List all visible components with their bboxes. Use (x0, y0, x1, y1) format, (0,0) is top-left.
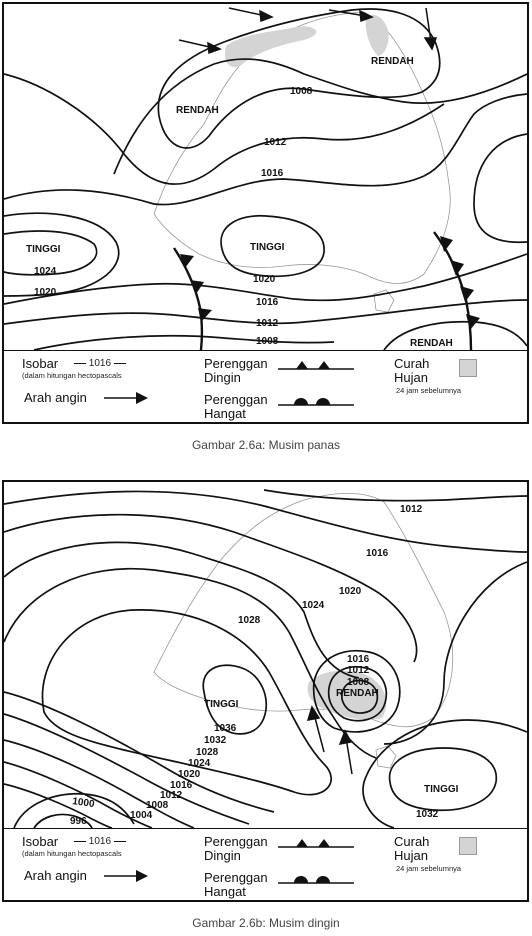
isobar-1012 (264, 490, 527, 501)
pressure-label-high: TINGGI (424, 784, 459, 795)
warm-front-legend-label: Perenggan Hangat (204, 392, 268, 421)
isobar-value: 1020 (178, 769, 201, 780)
rain-legend-note: 24 jam sebelumnya (396, 864, 462, 873)
isobar-sample-value: 1016 (88, 836, 112, 847)
isobar-value: 1016 (347, 654, 370, 665)
low-east-ring (474, 134, 527, 242)
isobar-value: 1012 (347, 665, 370, 676)
pressure-label-low: RENDAH (336, 688, 379, 699)
rain-legend-label: Curah Hujan (394, 356, 430, 385)
winter-map-panel (2, 480, 529, 902)
rainfall-area (225, 26, 316, 67)
isobar-sample-value: 1016 (88, 358, 112, 369)
pressure-label-low: RENDAH (176, 105, 219, 116)
isobar-value: 1008 (146, 800, 169, 811)
isobar-1028 (4, 569, 376, 758)
isobar-value: 1012 (264, 137, 287, 148)
summer-legend (4, 350, 527, 423)
isobar-1012 (4, 74, 444, 184)
isobar-value: 1032 (204, 735, 227, 746)
isobar-value: 1008 (290, 86, 313, 97)
wind-legend-label: Arah angin (24, 868, 87, 883)
winter-isobar-map (4, 482, 527, 828)
isobar-value: 1012 (256, 318, 279, 329)
isobar-legend-sample (74, 836, 126, 848)
isobar-value: 996 (70, 816, 87, 827)
pressure-label-low: RENDAH (371, 56, 414, 67)
isobar-value: 1016 (261, 168, 284, 179)
isobar-east-loop (384, 562, 527, 744)
isobar-value: 1012 (160, 790, 183, 801)
isobar-legend-note: (dalam hitungan hectopascals (22, 849, 122, 858)
warm-front-legend-icon (276, 873, 356, 887)
isobar-legend-sample (74, 358, 126, 370)
pressure-label-high: TINGGI (204, 699, 239, 710)
isobar-value: 1024 (188, 758, 211, 769)
isobar-value: 1016 (256, 297, 279, 308)
wind-legend-label: Arah angin (24, 390, 87, 405)
rain-legend-swatch (459, 837, 477, 855)
pressure-label-low: RENDAH (410, 338, 453, 349)
isobar-1008-south (34, 336, 334, 350)
isobar-value: 1012 (400, 504, 423, 515)
isobar-value: 1020 (34, 287, 57, 298)
wind-legend-arrow-icon (104, 869, 150, 883)
isobar-east-loop-2 (363, 720, 527, 828)
isobar-1032-ring (42, 610, 331, 795)
pressure-label-high: TINGGI (250, 242, 285, 253)
isobar-south-1020 (4, 740, 194, 828)
wind-arrows (308, 707, 352, 774)
summer-map-panel (2, 2, 529, 424)
isobar-value: 1004 (130, 810, 153, 821)
warm-front-legend-icon (276, 395, 356, 409)
rain-legend-swatch (459, 359, 477, 377)
isobar-1008 (114, 59, 527, 174)
high-east-1032 (390, 748, 497, 810)
isobar-value: 1016 (170, 780, 193, 791)
summer-isobar-map (4, 4, 527, 350)
isobar-1016 (4, 94, 527, 205)
isobar-value: 1024 (302, 600, 325, 611)
isobar-south-1028 (4, 692, 274, 812)
isobar-south-1024 (4, 714, 249, 824)
isobar-value: 1016 (366, 548, 389, 559)
high-west-1020 (4, 213, 119, 296)
wind-legend-arrow-icon (104, 391, 150, 405)
winter-legend (4, 828, 527, 901)
australia-coastline (154, 12, 450, 283)
rainfall-area (366, 15, 389, 56)
isobar-legend-label: Isobar (22, 356, 59, 371)
isobar-value: 1020 (339, 586, 362, 597)
rain-legend-note: 24 jam sebelumnya (396, 386, 462, 395)
rain-legend-label: Curah Hujan (394, 834, 430, 863)
summer-caption: Gambar 2.6a: Musim panas (191, 438, 341, 452)
isobar-legend-label: Isobar (22, 834, 59, 849)
isobar-value: 1000 (71, 796, 96, 811)
isobar-value: 1032 (416, 809, 439, 820)
isobar-south-1012 (4, 784, 112, 828)
cold-front-legend-icon (276, 835, 356, 849)
isobar-value: 1020 (253, 274, 276, 285)
isobar-legend-note: (dalam hitungan hectopascals (22, 371, 122, 380)
isobar-value: 1028 (238, 615, 261, 626)
cold-front-legend-icon (276, 357, 356, 371)
isobar-value: 1036 (214, 723, 237, 734)
winter-caption: Gambar 2.6b: Musim dingin (192, 916, 340, 930)
isobar-value: 1008 (347, 677, 370, 688)
pressure-label-high: TINGGI (26, 244, 61, 255)
warm-front-legend-label: Perenggan Hangat (204, 870, 268, 899)
isobar-value: 1008 (256, 336, 279, 347)
cold-front-legend-label: Perenggan Dingin (204, 356, 268, 385)
low-southeast-ring (384, 322, 527, 350)
isobar-value: 1024 (34, 266, 57, 277)
cold-front-legend-label: Perenggan Dingin (204, 834, 268, 863)
isobar-value: 1028 (196, 747, 219, 758)
